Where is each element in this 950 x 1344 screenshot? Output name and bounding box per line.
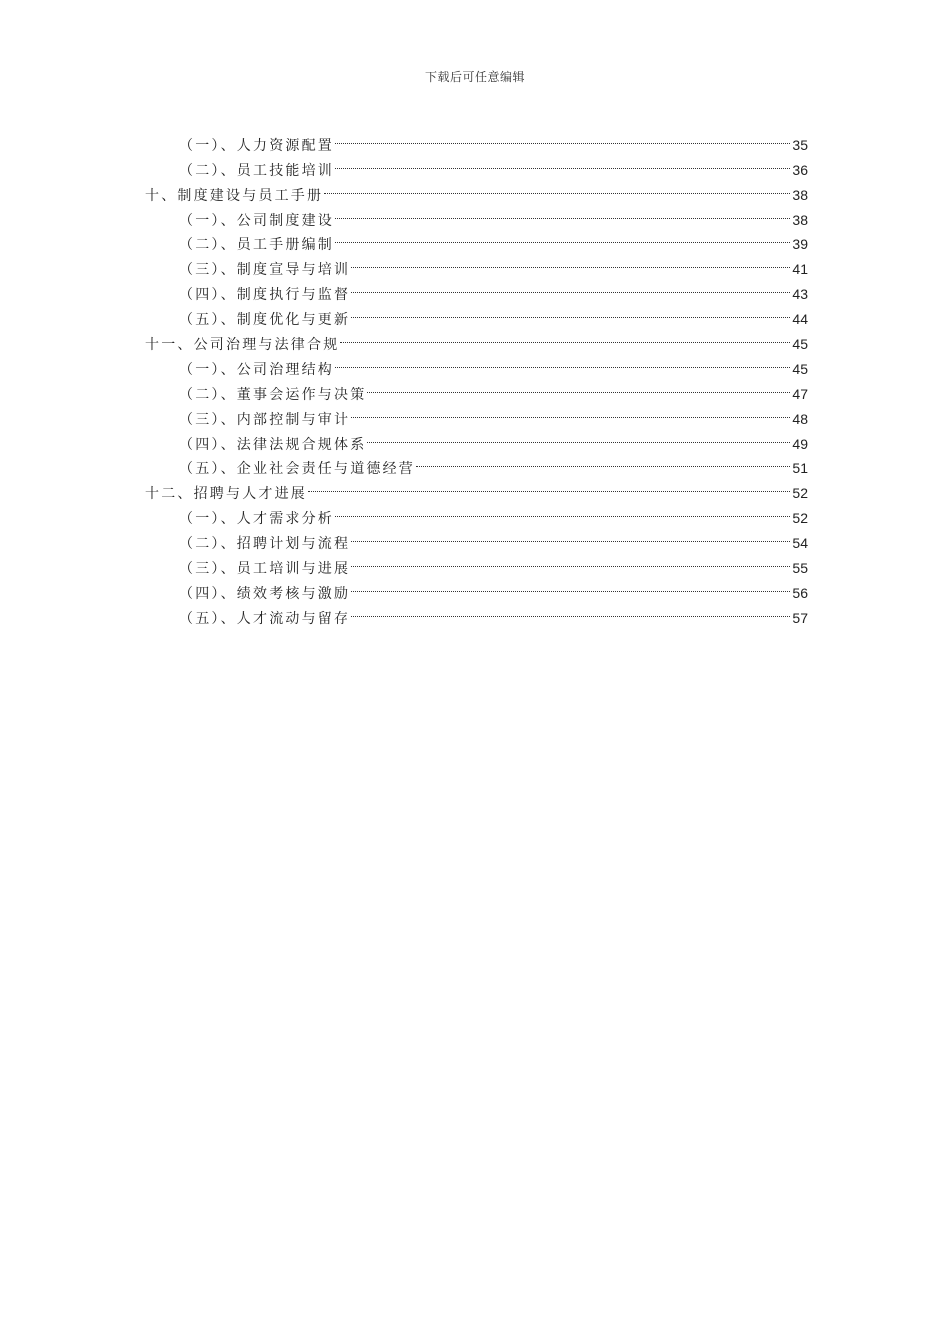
toc-dot-leader <box>340 324 790 349</box>
toc-entry-title: （五）、制度优化与更新 <box>179 312 351 329</box>
table-of-contents <box>145 125 808 627</box>
toc-entry-title: （一）、人才需求分析 <box>179 511 334 528</box>
toc-dot-leader <box>351 249 790 274</box>
toc-entry-page: 57 <box>792 609 808 626</box>
toc-entry-title: （四）、绩效考核与激励 <box>179 585 351 602</box>
toc-entry-title: （三）、制度宣导与培训 <box>179 262 351 279</box>
toc-entry-page: 39 <box>792 236 808 253</box>
toc-entry-page: 55 <box>792 560 808 577</box>
toc-entry-page: 38 <box>792 211 808 228</box>
toc-entry-page: 44 <box>792 311 808 328</box>
toc-entry-title: （三）、内部控制与审计 <box>179 411 351 428</box>
toc-dot-leader <box>351 399 790 424</box>
toc-entry-title: （二）、员工技能培训 <box>179 162 334 179</box>
toc-entry-page: 52 <box>792 485 808 502</box>
toc-entry-page: 49 <box>792 435 808 452</box>
toc-dot-leader <box>335 225 790 250</box>
header-note: 下载后可任意编辑 <box>424 70 525 84</box>
toc-dot-leader <box>335 150 790 175</box>
toc-dot-leader <box>324 175 790 200</box>
toc-entry-title: （一）、公司制度建设 <box>179 212 334 229</box>
toc-dot-leader <box>351 573 790 598</box>
toc-entry-title: （二）、员工手册编制 <box>179 237 334 254</box>
toc-entry-title: 十、制度建设与员工手册 <box>145 187 324 204</box>
toc-entry-page: 45 <box>792 336 808 353</box>
toc-dot-leader <box>335 200 790 225</box>
toc-entry-title: 十一、公司治理与法律合规 <box>145 337 340 354</box>
toc-entry[interactable] <box>145 125 808 154</box>
toc-entry-page: 54 <box>792 535 808 552</box>
toc-entry-title: （五）、企业社会责任与道德经营 <box>179 461 415 478</box>
toc-dot-leader <box>367 424 790 449</box>
toc-entry-title: （四）、法律法规合规体系 <box>179 436 367 453</box>
toc-entry-title: （四）、制度执行与监督 <box>179 287 351 304</box>
toc-entry-page: 35 <box>792 136 808 153</box>
toc-dot-leader <box>351 299 790 324</box>
toc-entry-page: 36 <box>792 161 808 178</box>
toc-dot-leader <box>351 548 790 573</box>
toc-dot-leader <box>351 523 790 548</box>
toc-entry-page: 56 <box>792 584 808 601</box>
toc-dot-leader <box>351 274 790 299</box>
toc-entry-page: 52 <box>792 510 808 527</box>
toc-entry-title: （一）、公司治理结构 <box>179 361 334 378</box>
toc-dot-leader <box>335 498 790 523</box>
toc-entry-title: （五）、人才流动与留存 <box>179 610 351 627</box>
toc-entry-title: （二）、董事会运作与决策 <box>179 386 367 403</box>
toc-entry-title: （一）、人力资源配置 <box>179 137 334 154</box>
toc-entry-page: 45 <box>792 360 808 377</box>
toc-dot-leader <box>416 449 790 474</box>
toc-dot-leader <box>335 349 790 374</box>
toc-entry-title: 十二、招聘与人才进展 <box>145 486 307 503</box>
toc-entry-title: （二）、招聘计划与流程 <box>179 536 351 553</box>
toc-dot-leader <box>308 473 790 498</box>
toc-entry-page: 41 <box>792 261 808 278</box>
toc-entry-title: （三）、员工培训与进展 <box>179 561 351 578</box>
toc-dot-leader <box>367 374 790 399</box>
toc-entry-page: 47 <box>792 385 808 402</box>
toc-entry-page: 43 <box>792 286 808 303</box>
toc-dot-leader <box>351 598 790 623</box>
toc-dot-leader <box>335 125 790 150</box>
toc-entry-page: 48 <box>792 410 808 427</box>
toc-entry-page: 51 <box>792 460 808 477</box>
toc-entry-page: 38 <box>792 186 808 203</box>
